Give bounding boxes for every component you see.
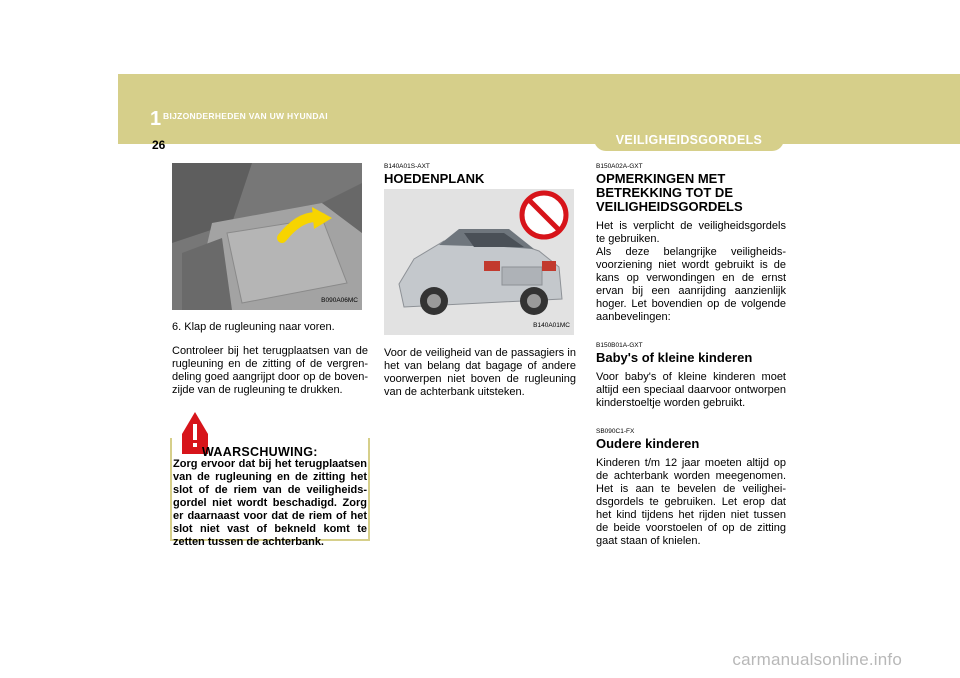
rear-seat-photo [172,163,362,310]
section2-code: B150B01A-GXT [596,342,643,349]
column-3 [596,163,786,548]
car-image-code: B140A01MC [533,322,570,329]
car-illustration [384,189,574,335]
warning-text: Zorg ervoor dat bij het terugplaatsen van de rugleuning en de zitting het slot of de riem van de veiligheids- gordel niet wordt beschadigd. Zorg er daarnaast voor dat de riem of het slot niet vast of bekneld komt te zetten tussen de achterbank. [173,458,367,548]
section3-heading: Oudere kinderen [596,436,700,451]
column-1 [172,163,368,397]
column-2 [384,163,576,399]
hoedenplank-heading: HOEDENPLANK [384,171,485,186]
header-band [118,74,960,144]
chapter-number: 1 [150,108,162,130]
section3-paragraph: Kinderen t/m 12 jaar moeten altijd op de achterbank worden meegenomen. Het is aan te bevelen de veilighei- dsgordels te gebruiken. Let erop dat het kind tijdens het rijden niet tussen de beide voorstoelen of op de zitting gaat staan of knielen. [596,457,786,547]
hoedenplank-paragraph: Voor de veiligheid van de passagiers in het van belang dat bagage of andere voorwerpen niet boven de rugleuning van de achterbank uitsteken. [384,347,576,398]
hoedenplank-code: B140A01S-AXT [384,163,430,170]
section-title: VEILIGHEIDSGORDELS [615,133,763,147]
section-tab [594,129,784,151]
chapter-title: BIJZONDERHEDEN VAN UW HYUNDAI [163,111,328,121]
footer-watermark: carmanualsonline.info [732,650,902,669]
section2-paragraph: Voor baby's of kleine kinderen moet altijd een speciaal daarvoor ontworpen kinderstoeltje worden gebruikt. [596,371,786,409]
car-photo [384,189,574,335]
seatback-paragraph: Controleer bij het terugplaatsen van de rugleuning en de zitting of de vergren- deling goed aangrijpt door op de boven- zijde van de rugleuning te drukken. [172,345,368,396]
section1-paragraph-1: Het is verplicht de veiligheidsgordels te gebruiken. [596,220,786,245]
section1-code: B150A02A-GXT [596,163,643,170]
warning-title: WAARSCHUWING: [202,445,318,459]
warning-box [170,412,370,548]
step-text: 6. Klap de rugleuning naar voren. [172,321,335,333]
section1-heading: OPMERKINGEN MET BETREKKING TOT DE VEILIGHEIDSGORDELS [596,171,743,214]
section2-heading: Baby's of kleine kinderen [596,350,753,365]
section1-paragraph-2: Als deze belangrijke veiligheids- voorziening niet wordt gebruikt is de kans op verwondingen en de ernst ervan bij een aanrijding aanzienlijk hoger. Let bovendien op de volgende aanbevelingen: [596,246,786,323]
rear-seat-illustration [172,163,362,310]
section3-code: SB090C1-FX [596,428,635,435]
image-code: B090A06MC [321,297,358,304]
page-number: 26 [152,138,166,152]
